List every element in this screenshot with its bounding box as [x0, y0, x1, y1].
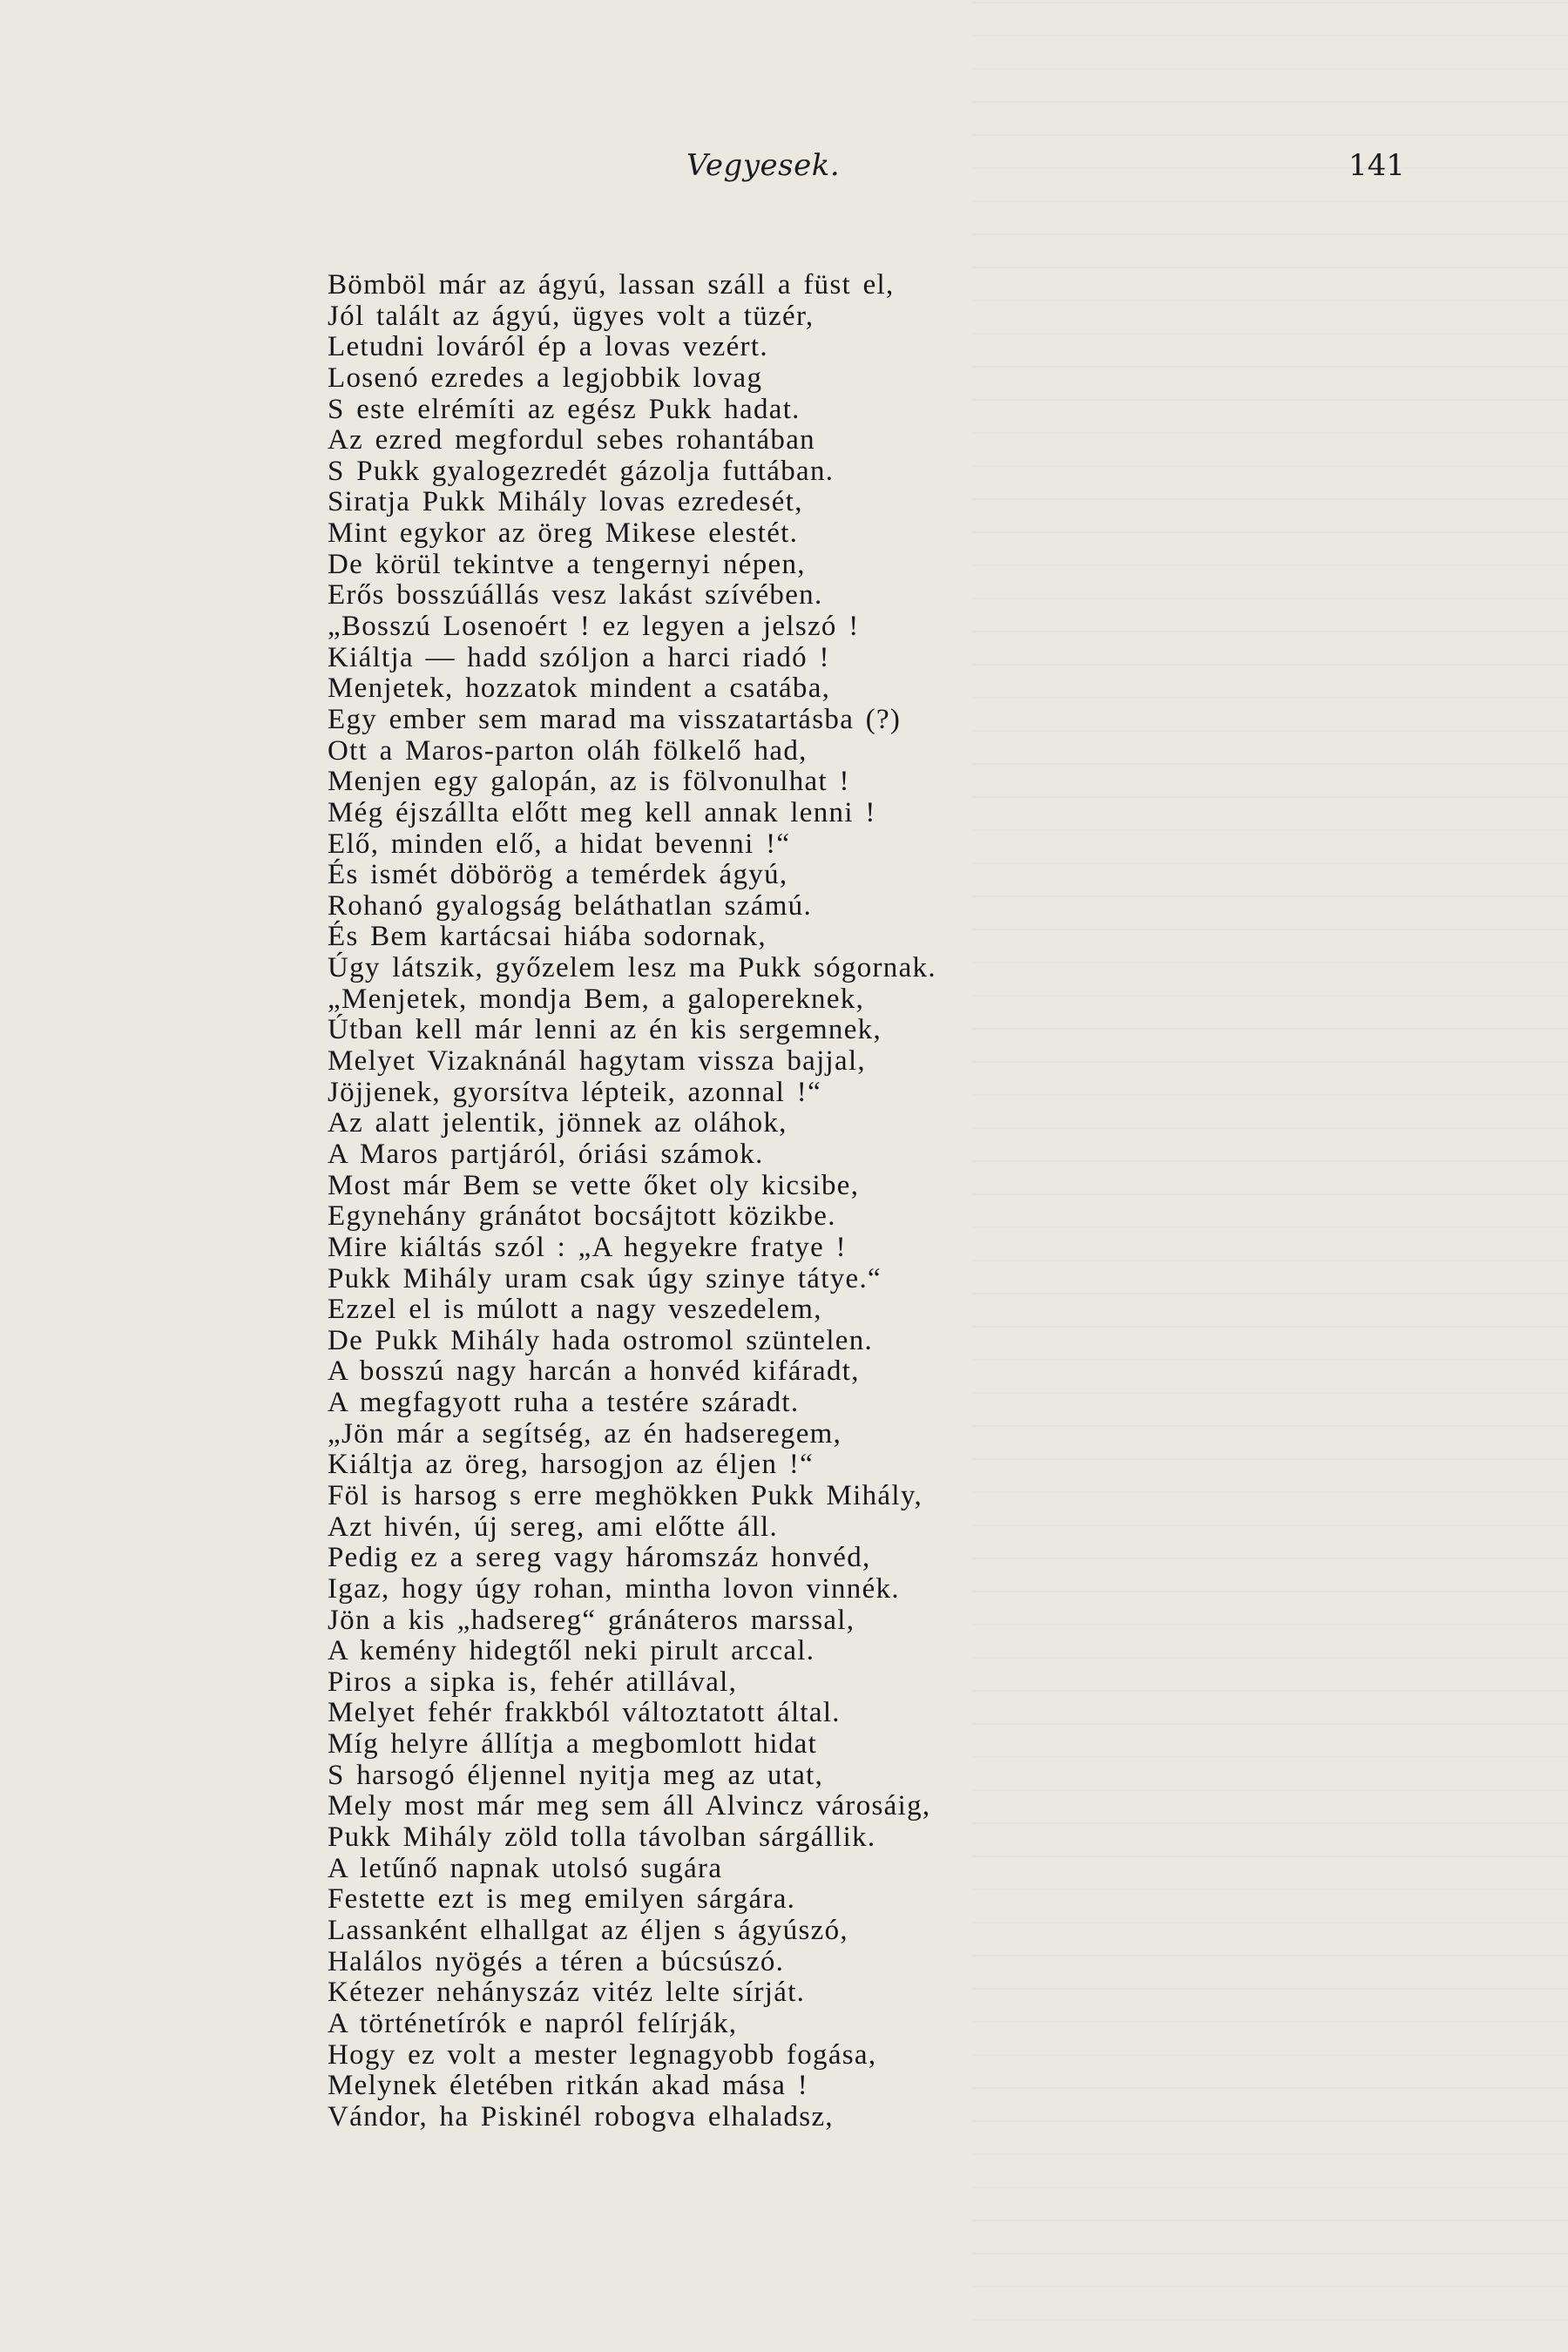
- poem-line: De körül tekintve a tengernyi népen,: [328, 548, 806, 580]
- poem-line: S este elrémíti az egész Pukk hadat.: [328, 393, 801, 425]
- poem-line: Úgy látszik, győzelem lesz ma Pukk sógornak.: [328, 952, 936, 984]
- poem-line: Kiáltja az öreg, harsogjon az éljen !“: [328, 1449, 814, 1481]
- poem-line: Az ezred megfordul sebes rohantában: [328, 424, 815, 456]
- poem-line: „Bosszú Losenoért ! ez legyen a jelszó !: [328, 611, 860, 643]
- poem-line: A bosszú nagy harcán a honvéd kifáradt,: [328, 1355, 860, 1388]
- poem-line: Jön a kis „hadsereg“ gránáteros marssal,: [328, 1604, 855, 1636]
- poem-line: Egy ember sem marad ma visszatartásba (?): [328, 703, 902, 735]
- poem-line: Letudni lováról ép a lovas vezért.: [328, 331, 768, 363]
- poem-line: Siratja Pukk Mihály lovas ezredesét,: [328, 486, 803, 518]
- poem-line: De Pukk Mihály hada ostromol szüntelen.: [328, 1324, 874, 1356]
- poem-line: Az alatt jelentik, jönnek az oláhok,: [328, 1107, 787, 1139]
- poem-line: Kiáltja — hadd szóljon a harci riadó !: [328, 641, 830, 673]
- poem-line: A megfagyott ruha a testére száradt.: [328, 1387, 800, 1419]
- poem-line: A kemény hidegtől neki pirult arccal.: [328, 1635, 815, 1667]
- running-title: Vegyesek.: [686, 148, 841, 183]
- poem-line: Mely most már meg sem áll Alvincz városáig,: [328, 1790, 931, 1822]
- poem-line: Elő, minden elő, a hidat bevenni !“: [328, 828, 791, 860]
- poem-line: Festette ezt is meg emilyen sárgára.: [328, 1883, 796, 1916]
- poem-line: És ismét döbörög a temérdek ágyú,: [328, 859, 788, 891]
- poem-line: Menjen egy galopán, az is fölvonulhat !: [328, 766, 850, 798]
- poem-line: Útban kell már lenni az én kis sergemnek,: [328, 1014, 882, 1046]
- poem-line: Még éjszállta előtt meg kell annak lenni !: [328, 796, 876, 828]
- poem-line: Föl is harsog s erre meghökken Pukk Mihály,: [328, 1479, 923, 1511]
- poem-line: „Menjetek, mondja Bem, a galopereknek,: [328, 983, 865, 1015]
- poem-line: „Jön már a segítség, az én hadseregem,: [328, 1417, 842, 1450]
- page-header: [0, 148, 1568, 192]
- poem-line: Menjetek, hozzatok mindent a csatába,: [328, 672, 831, 705]
- poem-line: Melyet Vizaknánál hagytam vissza bajjal,: [328, 1045, 866, 1078]
- poem-line: Melynek életében ritkán akad mása !: [328, 2070, 809, 2102]
- page-number: 141: [1348, 148, 1405, 183]
- poem-line: Azt hivén, új sereg, ami előtte áll.: [328, 1511, 779, 1543]
- poem-line: Igaz, hogy úgy rohan, mintha lovon vinnék.: [328, 1572, 900, 1605]
- poem-line: Most már Bem se vette őket oly kicsibe,: [328, 1169, 860, 1201]
- poem-line: Hogy ez volt a mester legnagyobb fogása,: [328, 2038, 877, 2071]
- poem-line: És Bem kartácsai hiába sodornak,: [328, 921, 767, 953]
- poem-line: Jöjjenek, gyorsítva lépteik, azonnal !“: [328, 1076, 822, 1108]
- poem-line: A Maros partjáról, óriási számok.: [328, 1138, 764, 1170]
- poem-line: Jól talált az ágyú, ügyes volt a tüzér,: [328, 300, 814, 332]
- poem-line: Vándor, ha Piskinél robogva elhaladsz,: [328, 2100, 834, 2132]
- poem-line: Egynehány gránátot bocsájtott közikbe.: [328, 1200, 836, 1233]
- poem-line: Mint egykor az öreg Mikese elestét.: [328, 517, 799, 550]
- poem-line: Halálos nyögés a téren a búcsúszó.: [328, 1945, 785, 1977]
- poem-line: S harsogó éljennel nyitja meg az utat,: [328, 1759, 824, 1791]
- poem-line: Losenó ezredes a legjobbik lovag: [328, 362, 763, 394]
- poem-line: Lassanként elhallgat az éljen s ágyúszó,: [328, 1914, 848, 1946]
- poem-line: Kétezer nehányszáz vitéz lelte sírját.: [328, 1977, 806, 2009]
- poem-line: A történetírók e napról felírják,: [328, 2007, 738, 2039]
- poem-line: Rohanó gyalogság beláthatlan számú.: [328, 889, 813, 922]
- poem-line: Mire kiáltás szól : „A hegyekre fratye !: [328, 1231, 847, 1263]
- poem-line: A letűnő napnak utolsó sugára: [328, 1852, 723, 1884]
- poem-text: [328, 270, 1225, 2132]
- poem-line: Melyet fehér frakkból változtatott által.: [328, 1697, 841, 1729]
- poem-line: Erős bosszúállás vesz lakást szívében.: [328, 579, 823, 612]
- poem-line: Pedig ez a sereg vagy háromszáz honvéd,: [328, 1542, 871, 1574]
- poem-line: S Pukk gyalogezredét gázolja futtában.: [328, 455, 835, 487]
- poem-line: Ott a Maros-parton oláh fölkelő had,: [328, 734, 808, 767]
- poem-line: Pukk Mihály zöld tolla távolban sárgállik.: [328, 1821, 876, 1854]
- poem-line: Piros a sipka is, fehér atillával,: [328, 1666, 738, 1698]
- poem-line: Ezzel el is múlott a nagy veszedelem,: [328, 1294, 822, 1326]
- poem-line: Pukk Mihály uram csak úgy szinye tátye.“: [328, 1262, 882, 1294]
- poem-line: Bömböl már az ágyú, lassan száll a füst el,: [328, 269, 895, 301]
- poem-line: Míg helyre állítja a megbomlott hidat: [328, 1728, 818, 1761]
